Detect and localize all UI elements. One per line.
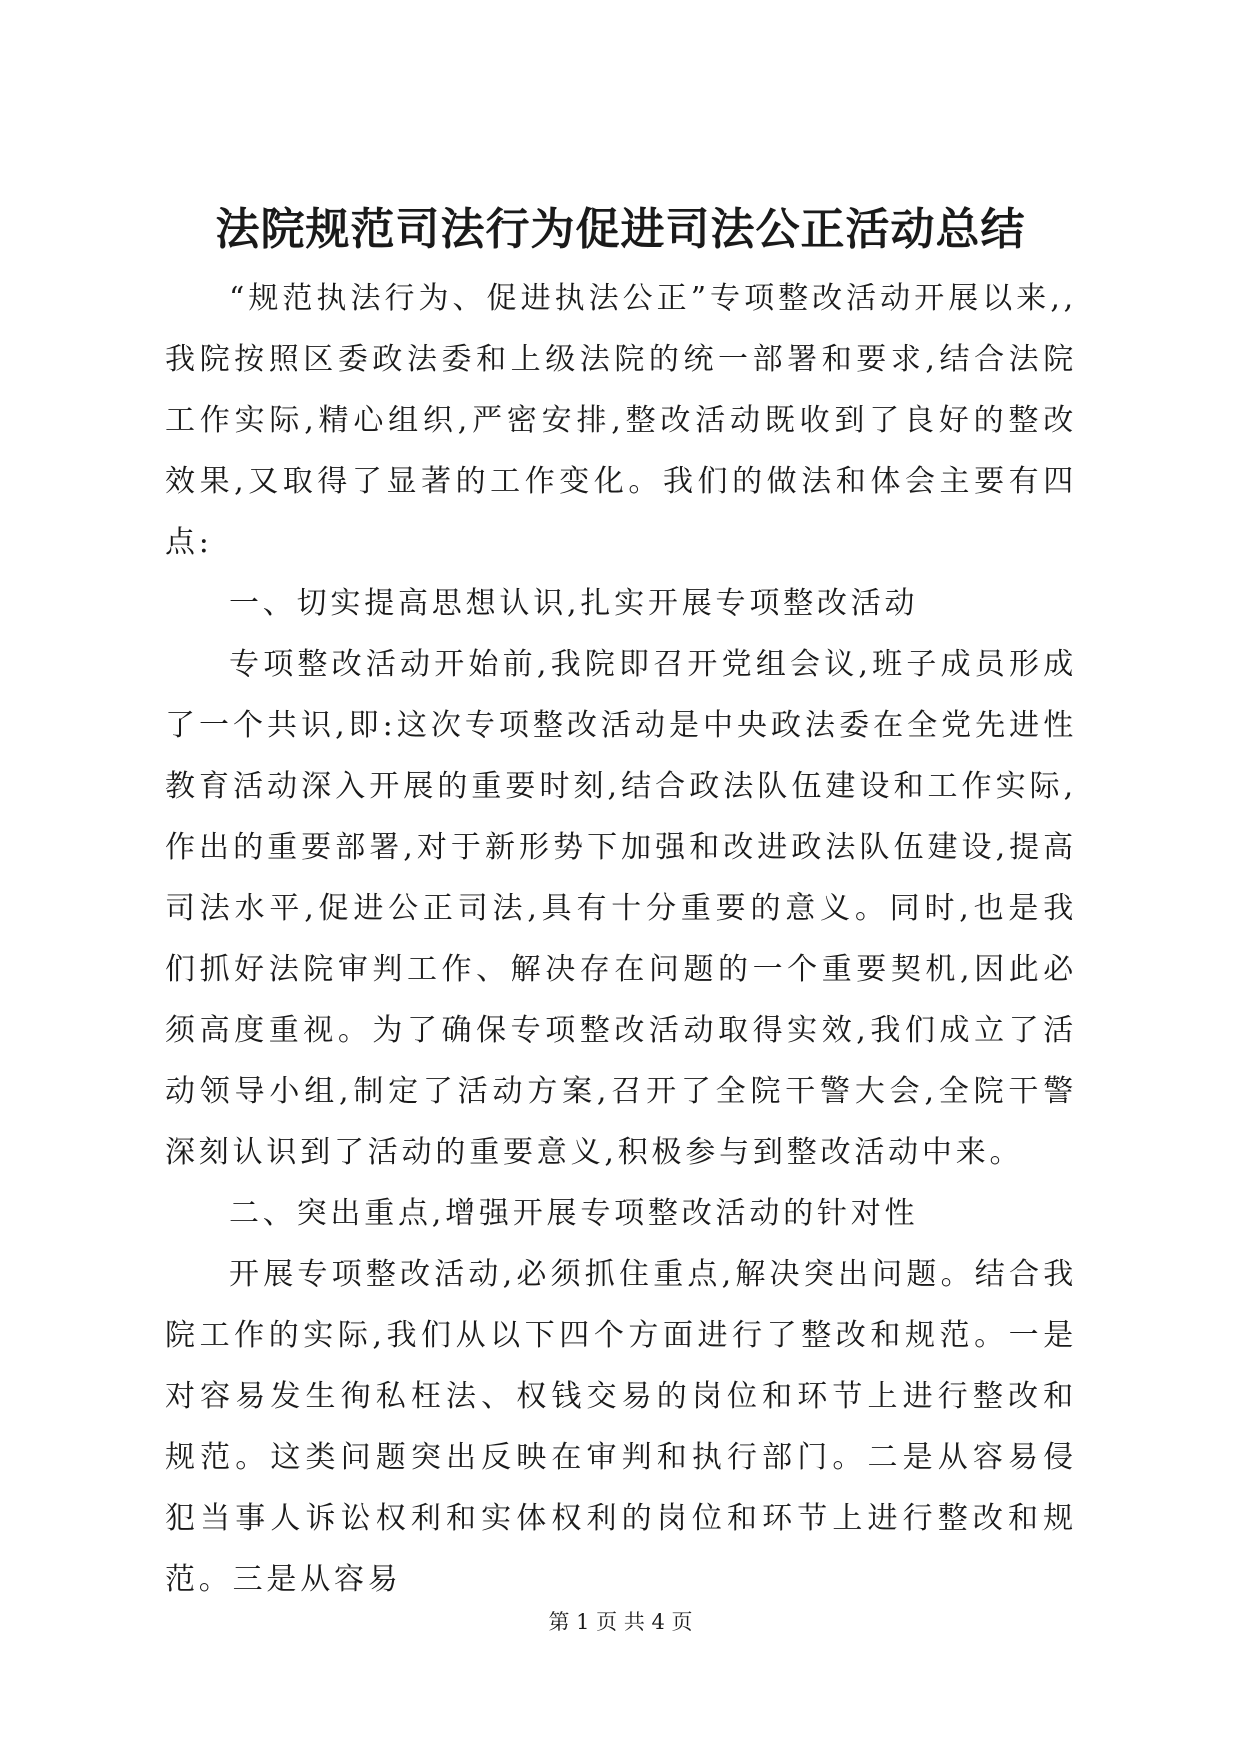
section-heading-1: 一、切实提高思想认识,扎实开展专项整改活动 bbox=[229, 586, 919, 621]
document-title: 法院规范司法行为促进司法公正活动总结 bbox=[215, 204, 1026, 255]
paragraph-section-2: 开展专项整改活动,必须抓住重点,解决突出问题。结合我院工作的实际,我们从以下四个方面进行了整改和规范。一是对容易发生徇私枉法、权钱交易的岗位和环节上进行整改和规范。这类问题突出反映在审判和执行部门。二是从容易侵犯当事人诉讼权利和实体权利的岗位和环节上进行整改和规范。三是从容易 bbox=[165, 1257, 1077, 1597]
paragraph-intro: “规范执法行为、促进执法公正”专项整改活动开展以来,,我院按照区委政法委和上级法院的统一部署和要求,结合法院工作实际,精心组织,严密安排,整改活动既收到了良好的整改效果,又取得了显著的工作变化。我们的做法和体会主要有四点: bbox=[165, 281, 1077, 560]
paragraph-section-1: 专项整改活动开始前,我院即召开党组会议,班子成员形成了一个共识,即:这次专项整改活动是中央政法委在全党先进性教育活动深入开展的重要时刻,结合政法队伍建设和工作实际,作出的重要部署,对于新形势下加强和改进政法队伍建设,提高司法水平,促进公正司法,具有十分重要的意义。同时,也是我们抓好法院审判工作、解决存在问题的一个重要契机,因此必须高度重视。为了确保专项整改活动取得实效,我们成立了活动领导小组,制定了活动方案,召开了全院干警大会,全院干警深刻认识到了活动的重要意义,积极参与到整改活动中来。 bbox=[165, 647, 1077, 1170]
section-heading-2: 二、突出重点,增强开展专项整改活动的针对性 bbox=[229, 1196, 919, 1231]
page-footer bbox=[0, 1607, 1241, 1637]
document-body bbox=[165, 268, 1077, 1610]
page-number: 第 1 页 共 4 页 bbox=[548, 1610, 693, 1634]
